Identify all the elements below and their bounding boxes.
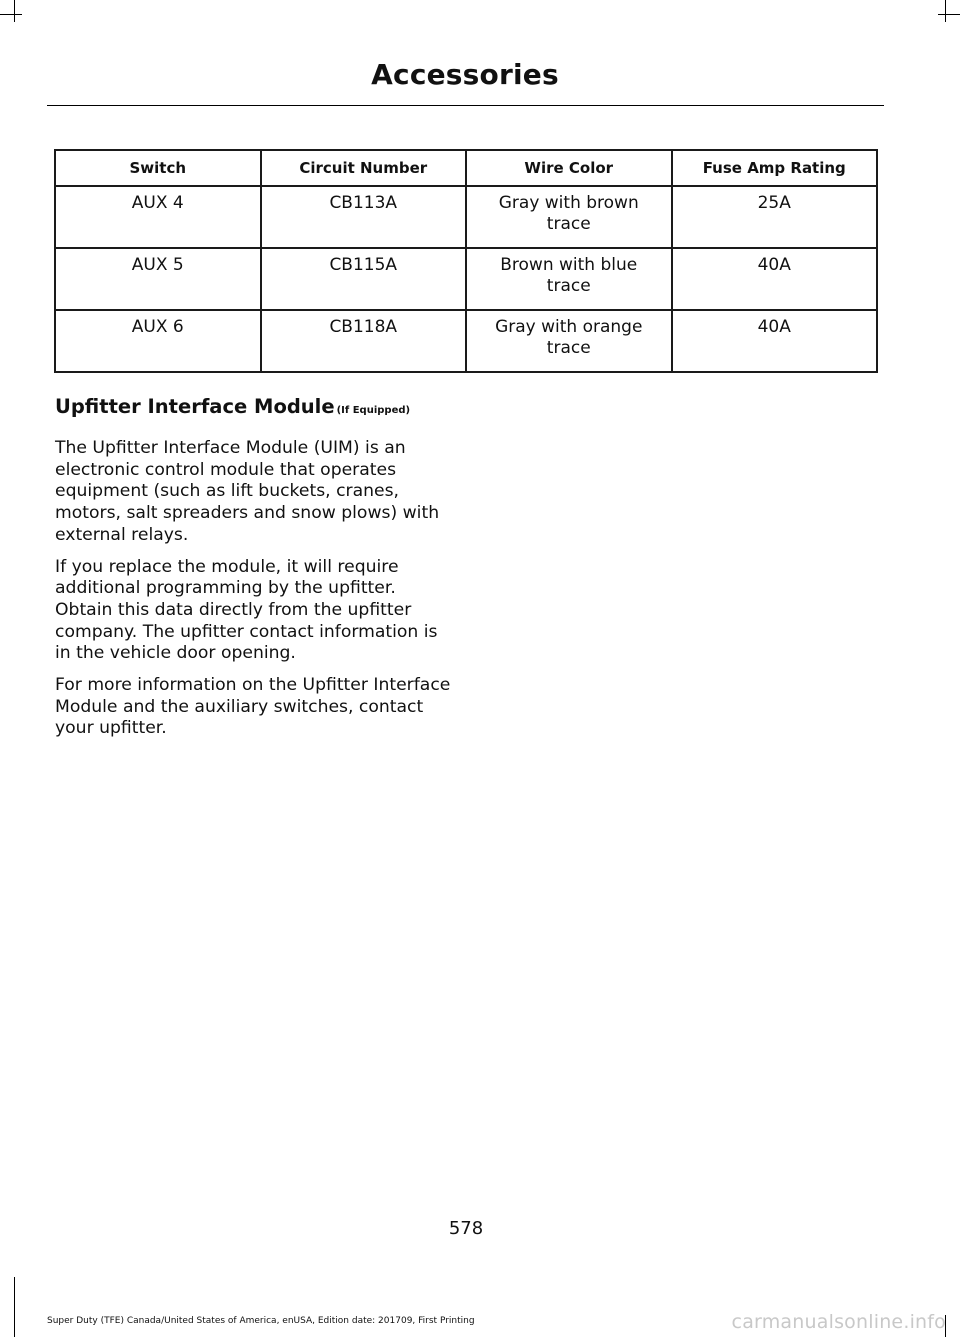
aux-switch-table bbox=[54, 149, 878, 373]
fuse-cell: 40A bbox=[672, 248, 878, 310]
upfitter-section bbox=[55, 394, 451, 750]
circuit-cell: CB113A bbox=[261, 186, 467, 248]
section-heading-text: Upfitter Interface Module bbox=[55, 395, 335, 418]
page-title: Accessories bbox=[371, 58, 559, 91]
watermark: carmanualsonline.info bbox=[731, 1311, 946, 1333]
crop-mark bbox=[0, 14, 22, 15]
circuit-cell: CB118A bbox=[261, 310, 467, 372]
equipment-qualifier: (If Equipped) bbox=[336, 405, 411, 416]
fuse-cell: 25A bbox=[672, 186, 878, 248]
title-divider bbox=[47, 105, 884, 106]
column-header-circuit-number: Circuit Number bbox=[261, 150, 467, 186]
edition-footer: Super Duty (TFE) Canada/United States of America, enUSA, Edition date: 201709, First Printing bbox=[47, 1316, 475, 1326]
wire-color-cell bbox=[466, 186, 672, 248]
page-number: 578 bbox=[448, 1218, 484, 1239]
wire-color-text: Brown with blue trace bbox=[500, 255, 638, 296]
crop-mark bbox=[938, 14, 960, 15]
wire-color-cell bbox=[466, 310, 672, 372]
table-row bbox=[55, 186, 877, 248]
wire-color-text: Gray with brown trace bbox=[498, 193, 639, 234]
table-row bbox=[55, 310, 877, 372]
switch-cell: AUX 4 bbox=[55, 186, 261, 248]
column-header-fuse-amp-rating: Fuse Amp Rating bbox=[672, 150, 878, 186]
switch-cell: AUX 5 bbox=[55, 248, 261, 310]
body-paragraph: If you replace the module, it will require additional programming by the upfitter. Obtain this data directly from the upfitter company. The upfitter contact information is in the vehicle door opening. bbox=[55, 556, 438, 664]
body-paragraph: The Upfitter Interface Module (UIM) is an electronic control module that operates equipment (such as lift buckets, cranes, motors, salt spreaders and snow plows) with external relays. bbox=[55, 438, 440, 545]
table-header-row bbox=[55, 150, 877, 186]
crop-mark bbox=[945, 0, 946, 22]
wire-color-text: Gray with orange trace bbox=[495, 317, 643, 358]
wire-color-cell bbox=[466, 248, 672, 310]
crop-mark bbox=[14, 1277, 15, 1337]
column-header-switch: Switch bbox=[55, 150, 261, 186]
table-row bbox=[55, 248, 877, 310]
body-paragraph: For more information on the Upfitter Interface Module and the auxiliary switches, contact your upfitter. bbox=[55, 675, 451, 739]
section-heading bbox=[55, 394, 451, 424]
column-header-wire-color: Wire Color bbox=[466, 150, 672, 186]
fuse-cell: 40A bbox=[672, 310, 878, 372]
switch-cell: AUX 6 bbox=[55, 310, 261, 372]
circuit-cell: CB115A bbox=[261, 248, 467, 310]
crop-mark bbox=[14, 0, 15, 22]
